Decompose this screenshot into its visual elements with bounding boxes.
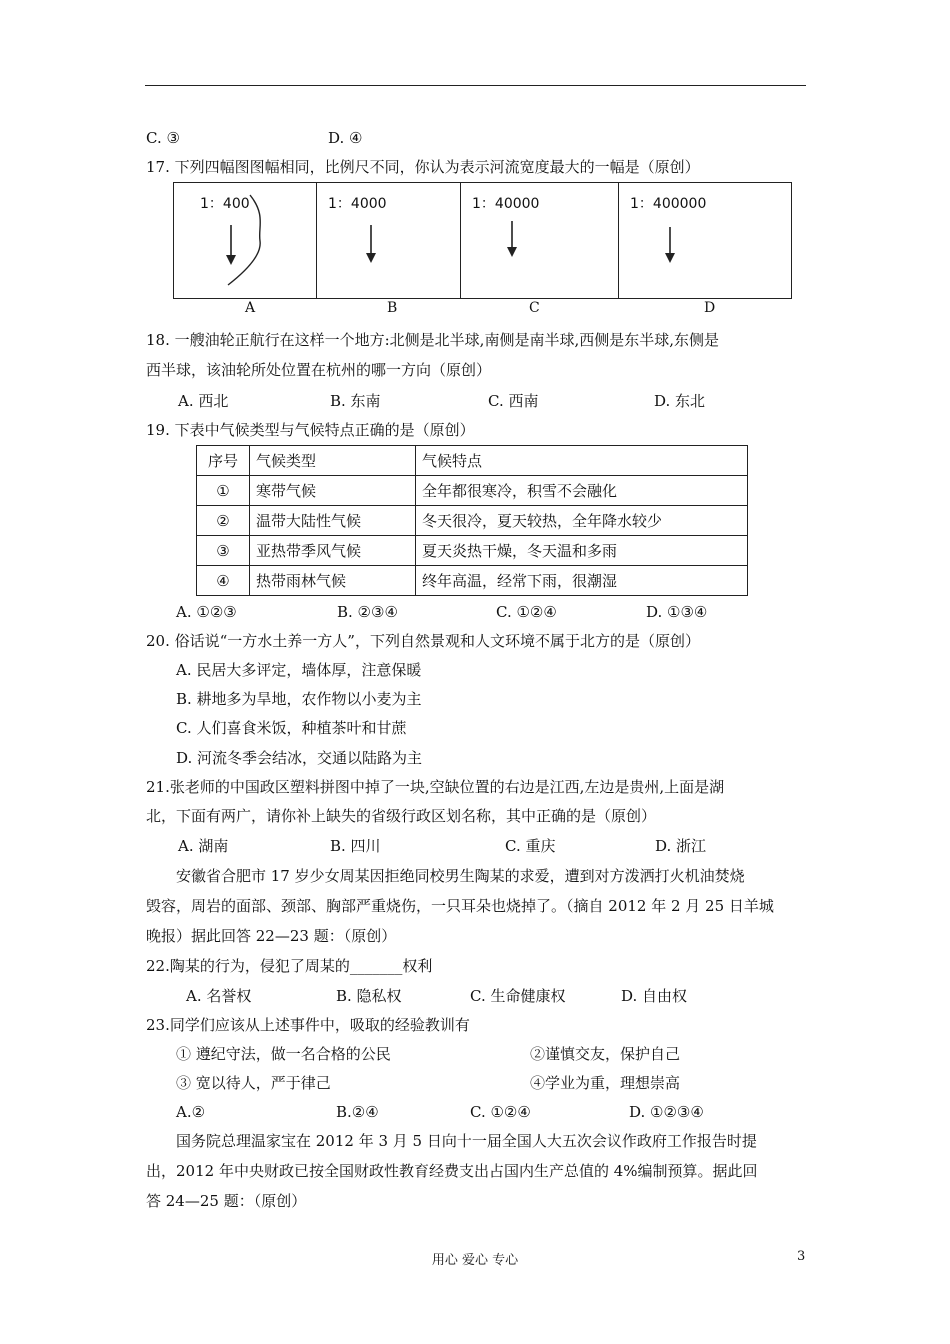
q21-option-c: C. 重庆	[505, 837, 556, 855]
table-cell: 温带大陆性气候	[250, 506, 416, 536]
q16-option-d: D. ④	[328, 129, 363, 147]
table-cell: 热带雨林气候	[250, 566, 416, 596]
q23-stem: 23.同学们应该从上述事件中，吸取的经验教训有	[146, 1016, 470, 1034]
table-cell: 亚热带季风气候	[250, 536, 416, 566]
header-rule	[145, 85, 806, 86]
north-arrow-icon	[619, 183, 791, 298]
river-with-arrow-icon	[174, 183, 316, 298]
table-header: 序号	[197, 446, 250, 476]
q22-option-a: A. 名誉权	[186, 987, 252, 1005]
q23-item-2: ②谨慎交友，保护自己	[530, 1045, 681, 1063]
q18-stem-line2: 西半球，该油轮所处位置在杭州的哪一方向（原创）	[146, 361, 492, 379]
q21-option-d: D. 浙江	[655, 837, 707, 855]
q18-option-b: B. 东南	[330, 392, 381, 410]
north-arrow-icon	[317, 183, 460, 298]
table-cell: ④	[197, 566, 250, 596]
q19-option-b: B. ②③④	[337, 603, 398, 621]
map-label-a: A	[245, 300, 256, 316]
climate-table	[196, 445, 748, 596]
table-cell: 夏天炎热干燥，冬天温和多雨	[416, 536, 748, 566]
page-number: 3	[797, 1249, 806, 1264]
table-row	[197, 506, 748, 536]
q20-stem: 20. 俗话说“一方水土养一方人”，下列自然景观和人文环境不属于北方的是（原创）	[146, 632, 700, 650]
q23-item-3: ③ 宽以待人，严于律己	[176, 1074, 331, 1092]
table-row	[197, 476, 748, 506]
q23-item-4: ④学业为重，理想崇高	[530, 1074, 681, 1092]
map-panel-a	[174, 183, 317, 298]
map-scale: 1：400	[200, 196, 250, 212]
passage1-line2: 毁容，周岩的面部、颈部、胸部严重烧伤，一只耳朵也烧掉了。（摘自 2012 年 2 月 25 日羊城	[146, 897, 774, 915]
map-scale: 1：4000	[328, 196, 387, 212]
q21-option-b: B. 四川	[330, 837, 381, 855]
q23-option-d: D. ①②③④	[629, 1103, 704, 1121]
q19-option-c: C. ①②④	[496, 603, 557, 621]
q21-option-a: A. 湖南	[178, 837, 229, 855]
table-cell: ①	[197, 476, 250, 506]
q17-map-panels	[173, 182, 792, 299]
table-cell: 寒带气候	[250, 476, 416, 506]
north-arrow-icon	[461, 183, 618, 298]
map-label-b: B	[387, 300, 398, 316]
map-scale: 1：40000	[472, 196, 540, 212]
q23-item-1: ① 遵纪守法，做一名合格的公民	[176, 1045, 391, 1063]
table-cell: ③	[197, 536, 250, 566]
q20-option-a: A. 民居大多评定，墙体厚，注意保暖	[176, 661, 422, 679]
map-panel-c	[461, 183, 619, 298]
passage2-line2: 出，2012 年中央财政已按全国财政性教育经费支出占国内生产总值的 4%编制预算。据此回	[146, 1162, 758, 1180]
map-panel-b	[317, 183, 461, 298]
table-header-row	[197, 446, 748, 476]
q21-stem-line1: 21.张老师的中国政区塑料拼图中掉了一块,空缺位置的右边是江西,左边是贵州,上面是湖	[146, 778, 725, 796]
q18-stem-line1: 18. 一艘油轮正航行在这样一个地方:北侧是北半球,南侧是南半球,西侧是东半球,东侧是	[146, 331, 719, 349]
q20-option-b: B. 耕地多为旱地，农作物以小麦为主	[176, 690, 422, 708]
q22-stem: 22.陶某的行为，侵犯了周某的_______权利	[146, 957, 433, 975]
q19-option-a: A. ①②③	[176, 603, 237, 621]
q23-option-a: A.②	[176, 1103, 206, 1121]
q22-option-c: C. 生命健康权	[470, 987, 566, 1005]
q17-stem: 17. 下列四幅图图幅相同，比例尺不同，你认为表示河流宽度最大的一幅是（原创）	[146, 158, 700, 176]
table-cell: 终年高温，经常下雨，很潮湿	[416, 566, 748, 596]
q16-option-c: C. ③	[146, 129, 180, 147]
table-header: 气候类型	[250, 446, 416, 476]
q18-option-d: D. 东北	[654, 392, 706, 410]
q18-option-c: C. 西南	[488, 392, 539, 410]
table-row	[197, 536, 748, 566]
map-label-c: C	[529, 300, 540, 316]
map-panel-d	[619, 183, 791, 298]
q18-option-a: A. 西北	[178, 392, 229, 410]
passage2-line3: 答 24—25 题：（原创）	[146, 1192, 307, 1210]
table-row	[197, 566, 748, 596]
q20-option-c: C. 人们喜食米饭，种植茶叶和甘蔗	[176, 719, 407, 737]
passage2-line1: 国务院总理温家宝在 2012 年 3 月 5 日向十一届全国人大五次会议作政府工作报告时提	[176, 1132, 757, 1150]
q22-option-b: B. 隐私权	[336, 987, 402, 1005]
page-footer: 用心 爱心 专心	[431, 1253, 519, 1268]
table-cell: 全年都很寒冷，积雪不会融化	[416, 476, 748, 506]
map-scale: 1：400000	[630, 196, 707, 212]
passage1-line1: 安徽省合肥市 17 岁少女周某因拒绝同校男生陶某的求爱，遭到对方泼洒打火机油焚烧	[176, 867, 745, 885]
table-cell: 冬天很冷，夏天较热，全年降水较少	[416, 506, 748, 536]
q23-option-b: B.②④	[336, 1103, 379, 1121]
passage1-line3: 晚报）据此回答 22—23 题：（原创）	[146, 927, 397, 945]
q20-option-d: D. 河流冬季会结冰，交通以陆路为主	[176, 749, 423, 767]
q23-option-c: C. ①②④	[470, 1103, 531, 1121]
q21-stem-line2: 北，下面有两广，请你补上缺失的省级行政区划名称，其中正确的是（原创）	[146, 807, 657, 825]
q19-option-d: D. ①③④	[646, 603, 708, 621]
map-label-d: D	[704, 300, 716, 316]
q22-option-d: D. 自由权	[621, 987, 688, 1005]
q19-stem: 19. 下表中气候类型与气候特点正确的是（原创）	[146, 421, 475, 439]
table-cell: ②	[197, 506, 250, 536]
table-header: 气候特点	[416, 446, 748, 476]
